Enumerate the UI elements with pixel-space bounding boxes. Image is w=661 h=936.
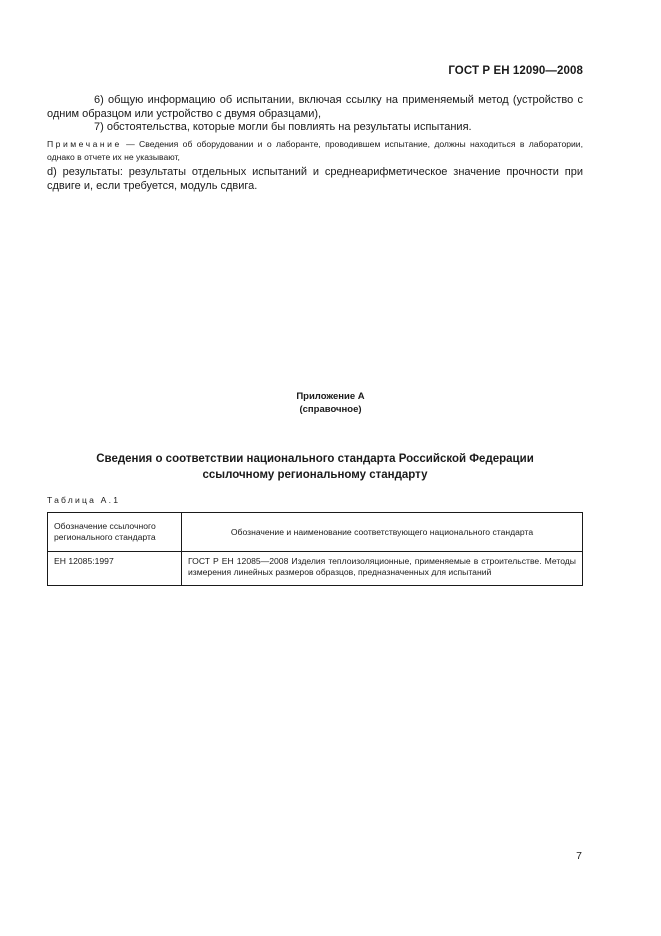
table-cell-national-standard: ГОСТ Р ЕН 12085—2008 Изделия теплоизоляционные, применяемые в строительстве. Методы измерения линейных размеров образцов, предназначенных для испытаний <box>182 552 583 586</box>
paragraph-item-7: 7) обстоятельства, которые могли бы повлиять на результаты испытания. <box>94 121 472 133</box>
note-paragraph <box>47 138 583 163</box>
table-caption: Таблица А.1 <box>47 495 121 505</box>
correspondence-table <box>47 512 583 586</box>
table-header-row <box>48 513 583 552</box>
page-number: 7 <box>576 850 582 862</box>
table-header-national-standard: Обозначение и наименование соответствующего национального стандарта <box>182 513 583 552</box>
section-title <box>0 451 630 483</box>
appendix-title: Приложение А <box>296 391 365 402</box>
table-cell-regional-standard: ЕН 12085:1997 <box>48 552 182 586</box>
section-title-line-1: Сведения о соответствии национального стандарта Российской Федерации <box>96 453 534 465</box>
table-row <box>48 552 583 586</box>
document-header-standard-id: ГОСТ Р ЕН 12090—2008 <box>448 65 583 77</box>
note-label: Примечание <box>47 139 122 149</box>
paragraph-item-6: 6) общую информацию об испытании, включая ссылку на применяемый метод (устройство с одним образцом или устройство с двумя образцами), <box>47 94 583 120</box>
paragraph-item-d: d) результаты: результаты отдельных испытаний и среднеарифметическое значение прочности при сдвиге и, если требуется, модуль сдвига. <box>47 166 583 192</box>
note-text: — Сведения об оборудовании и о лаборанте, проводившем испытание, должны находиться в лаборатории, однако в отчете их не указывают, <box>47 139 583 162</box>
section-title-line-2: ссылочному региональному стандарту <box>202 469 428 481</box>
table-header-regional-standard: Обозначение ссылочного регионального стандарта <box>48 513 182 552</box>
appendix-subtitle: (справочное) <box>299 404 362 415</box>
